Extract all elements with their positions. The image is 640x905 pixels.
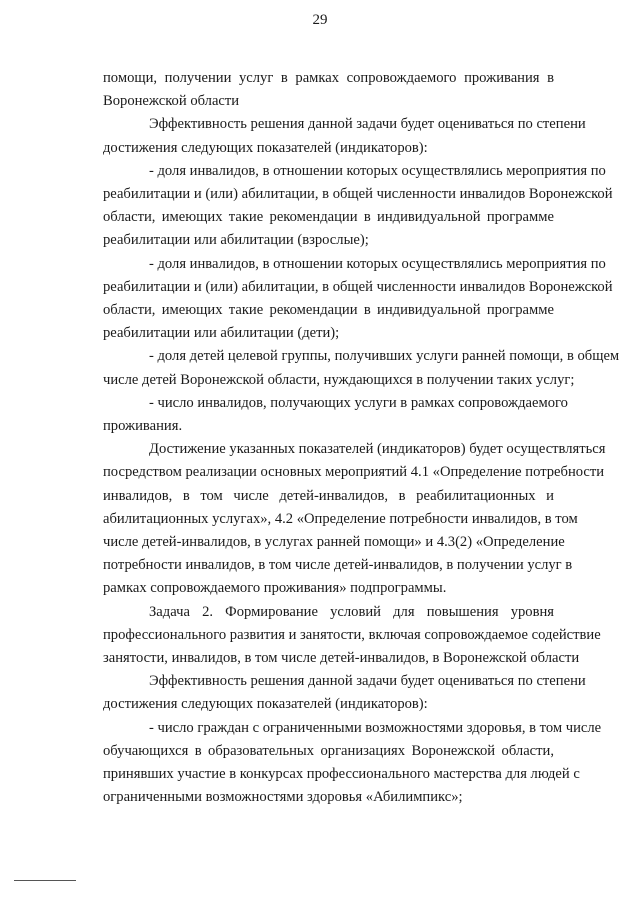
document-body [103, 67, 620, 810]
text-line: реабилитации и (или) абилитации, в общей численности инвалидов Воронежской [103, 186, 613, 203]
text-line: потребности инвалидов, в том числе детей-инвалидов, в получении услуг в [103, 557, 573, 574]
text-line: реабилитации и (или) абилитации, в общей численности инвалидов Воронежской [103, 278, 613, 295]
text-line: принявших участие в конкурсах профессионального мастерства для людей с [103, 766, 580, 783]
paragraph [103, 67, 554, 113]
page-number: 29 [312, 12, 328, 28]
text-line: помощи, получении услуг в рамках сопровождаемого проживания в [103, 70, 554, 86]
text-line: абилитационных услугах», 4.2 «Определение потребности инвалидов, в том [103, 510, 578, 527]
text-line: достижения следующих показателей (индикаторов): [103, 139, 428, 156]
text-line: реабилитации или абилитации (взрослые); [103, 232, 369, 249]
text-line: числе детей-инвалидов, в услугах ранней помощи» и 4.3(2) «Определение [103, 534, 565, 551]
paragraph [103, 392, 568, 438]
text-line: Эффективность решения данной задачи будет оцениваться по степени [149, 116, 586, 133]
text-line: области, имеющих такие рекомендации в индивидуальной программе [103, 209, 554, 226]
text-line: посредством реализации основных мероприятий 4.1 «Определение потребности [103, 464, 605, 481]
text-line: инвалидов, в том числе детей-инвалидов, в реабилитационных и [103, 487, 554, 504]
paragraph [103, 601, 601, 671]
text-line: занятости, инвалидов, в том числе детей-инвалидов, в Воронежской области [103, 650, 580, 667]
paragraph [103, 670, 586, 716]
text-line: проживания. [103, 418, 183, 435]
text-line: реабилитации или абилитации (дети); [103, 325, 340, 342]
paragraph [103, 160, 613, 253]
text-line: области, имеющих такие рекомендации в индивидуальной программе [103, 302, 554, 319]
text-line: Воронежской области [103, 93, 240, 110]
paragraph [103, 438, 606, 600]
paragraph [103, 253, 613, 346]
text-line: - доля инвалидов, в отношении которых осуществлялись мероприятия по [149, 162, 606, 179]
text-line: - доля детей целевой группы, получивших услуги ранней помощи, в общем [149, 348, 620, 365]
text-line: - число инвалидов, получающих услуги в рамках сопровождаемого [149, 394, 568, 411]
text-line: числе детей Воронежской области, нуждающихся в получении таких услуг; [103, 371, 575, 388]
footer-rule [14, 880, 76, 881]
text-line: Достижение указанных показателей (индикаторов) будет осуществляться [149, 441, 606, 458]
text-line: - доля инвалидов, в отношении которых осуществлялись мероприятия по [149, 255, 606, 272]
text-line: рамках сопровождаемого проживания» подпрограммы. [103, 580, 447, 597]
paragraph [103, 717, 602, 810]
text-line: обучающихся в образовательных организациях Воронежской области, [103, 742, 554, 759]
paragraph [103, 345, 620, 391]
text-line: Эффективность решения данной задачи будет оцениваться по степени [149, 673, 586, 690]
text-line: ограниченными возможностями здоровья «Абилимпикс»; [103, 789, 463, 806]
paragraph [103, 113, 586, 159]
text-line: профессионального развития и занятости, включая сопровождаемое содействие [103, 626, 601, 643]
text-line: достижения следующих показателей (индикаторов): [103, 696, 428, 713]
text-line: - число граждан с ограниченными возможностями здоровья, в том числе [149, 719, 602, 736]
text-line: Задача 2. Формирование условий для повышения уровня [149, 603, 554, 620]
